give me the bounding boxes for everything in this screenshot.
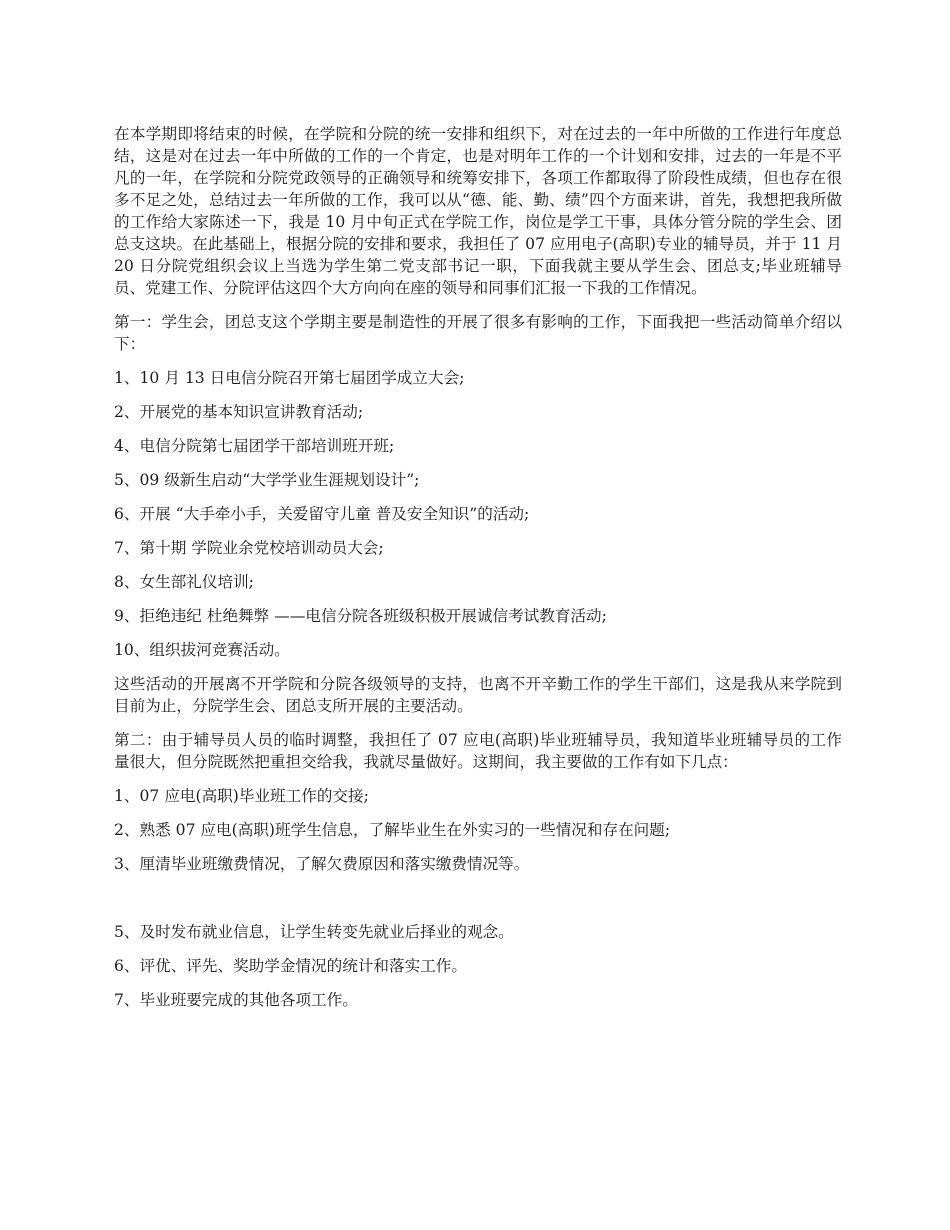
list-item: 10、组织拔河竞赛活动。 bbox=[114, 641, 290, 659]
document-body bbox=[114, 123, 842, 1023]
list-item: 7、毕业班要完成的其他各项工作。 bbox=[114, 991, 358, 1009]
section1-heading: 第一：学生会，团总支这个学期主要是制造性的开展了很多有影响的工作，下面我把一些活动简单介绍以下： bbox=[114, 313, 842, 353]
list-item: 9、拒绝违纪 杜绝舞弊 ——电信分院各班级积极开展诚信考试教育活动; bbox=[114, 607, 607, 625]
section1-summary: 这些活动的开展离不开学院和分院各级领导的支持，也离不开辛勤工作的学生干部们，这是我从来学院到目前为止，分院学生会、团总支所开展的主要活动。 bbox=[114, 675, 842, 715]
list-item: 3、厘清毕业班缴费情况，了解欠费原因和落实缴费情况等。 bbox=[114, 855, 530, 873]
list-item: 4、电信分院第七届团学干部培训班开班; bbox=[114, 437, 395, 455]
list-item: 1、07 应电(高职)毕业班工作的交接; bbox=[114, 787, 369, 805]
list-item: 7、第十期 学院业余党校培训动员大会; bbox=[114, 539, 384, 557]
list-item: 2、熟悉 07 应电(高职)班学生信息，了解毕业生在外实习的一些情况和存在问题; bbox=[114, 821, 671, 839]
list-item: 5、09 级新生启动“大学学业生涯规划设计”; bbox=[114, 471, 420, 489]
list-item: 2、开展党的基本知识宣讲教育活动; bbox=[114, 403, 364, 421]
list-item: 6、开展 “大手牵小手，关爱留守儿童 普及安全知识”的活动; bbox=[114, 505, 530, 523]
list-item: 6、评优、评先、奖助学金情况的统计和落实工作。 bbox=[114, 957, 467, 975]
list-item: 1、10 月 13 日电信分院召开第七届团学成立大会; bbox=[114, 369, 465, 387]
section2-heading: 第二：由于辅导员人员的临时调整，我担任了 07 应电(高职)毕业班辅导员，我知道毕业班辅导员的工作量很大，但分院既然把重担交给我，我就尽量做好。这期间，我主要做的工作有如下几点： bbox=[114, 731, 842, 771]
intro-paragraph: 在本学期即将结束的时候，在学院和分院的统一安排和组织下，对在过去的一年中所做的工作进行年度总结，这是对在过去一年中所做的工作的一个肯定，也是对明年工作的一个计划和安排，过去的一年是不平凡的一年，在学院和分院党政领导的正确领导和统筹安排下，各项工作都取得了阶段性成绩，但也存在很多不足之处，总结过去一年所做的工作，我可以从“德、能、勤、绩”四个方面来讲，首先，我想把我所做的工作给大家陈述一下，我是 10 月中旬正式在学院工作，岗位是学工干事，具体分管分院的学生会、团总支这块。在此基础上，根据分院的安排和要求，我担任了 07 应用电子(高职)专业的辅导员，并于 11 月 20 日分院党组织会议上当选为学生第二党支部书记一职，下面我就主要从学生会、团总支;毕业班辅导员、党建工作、分院评估这四个大方向向在座的领导和同事们汇报一下我的工作情况。 bbox=[114, 125, 842, 297]
blank-gap bbox=[114, 887, 842, 921]
list-item: 5、及时发布就业信息，让学生转变先就业后择业的观念。 bbox=[114, 923, 514, 941]
list-item: 8、女生部礼仪培训; bbox=[114, 573, 254, 591]
